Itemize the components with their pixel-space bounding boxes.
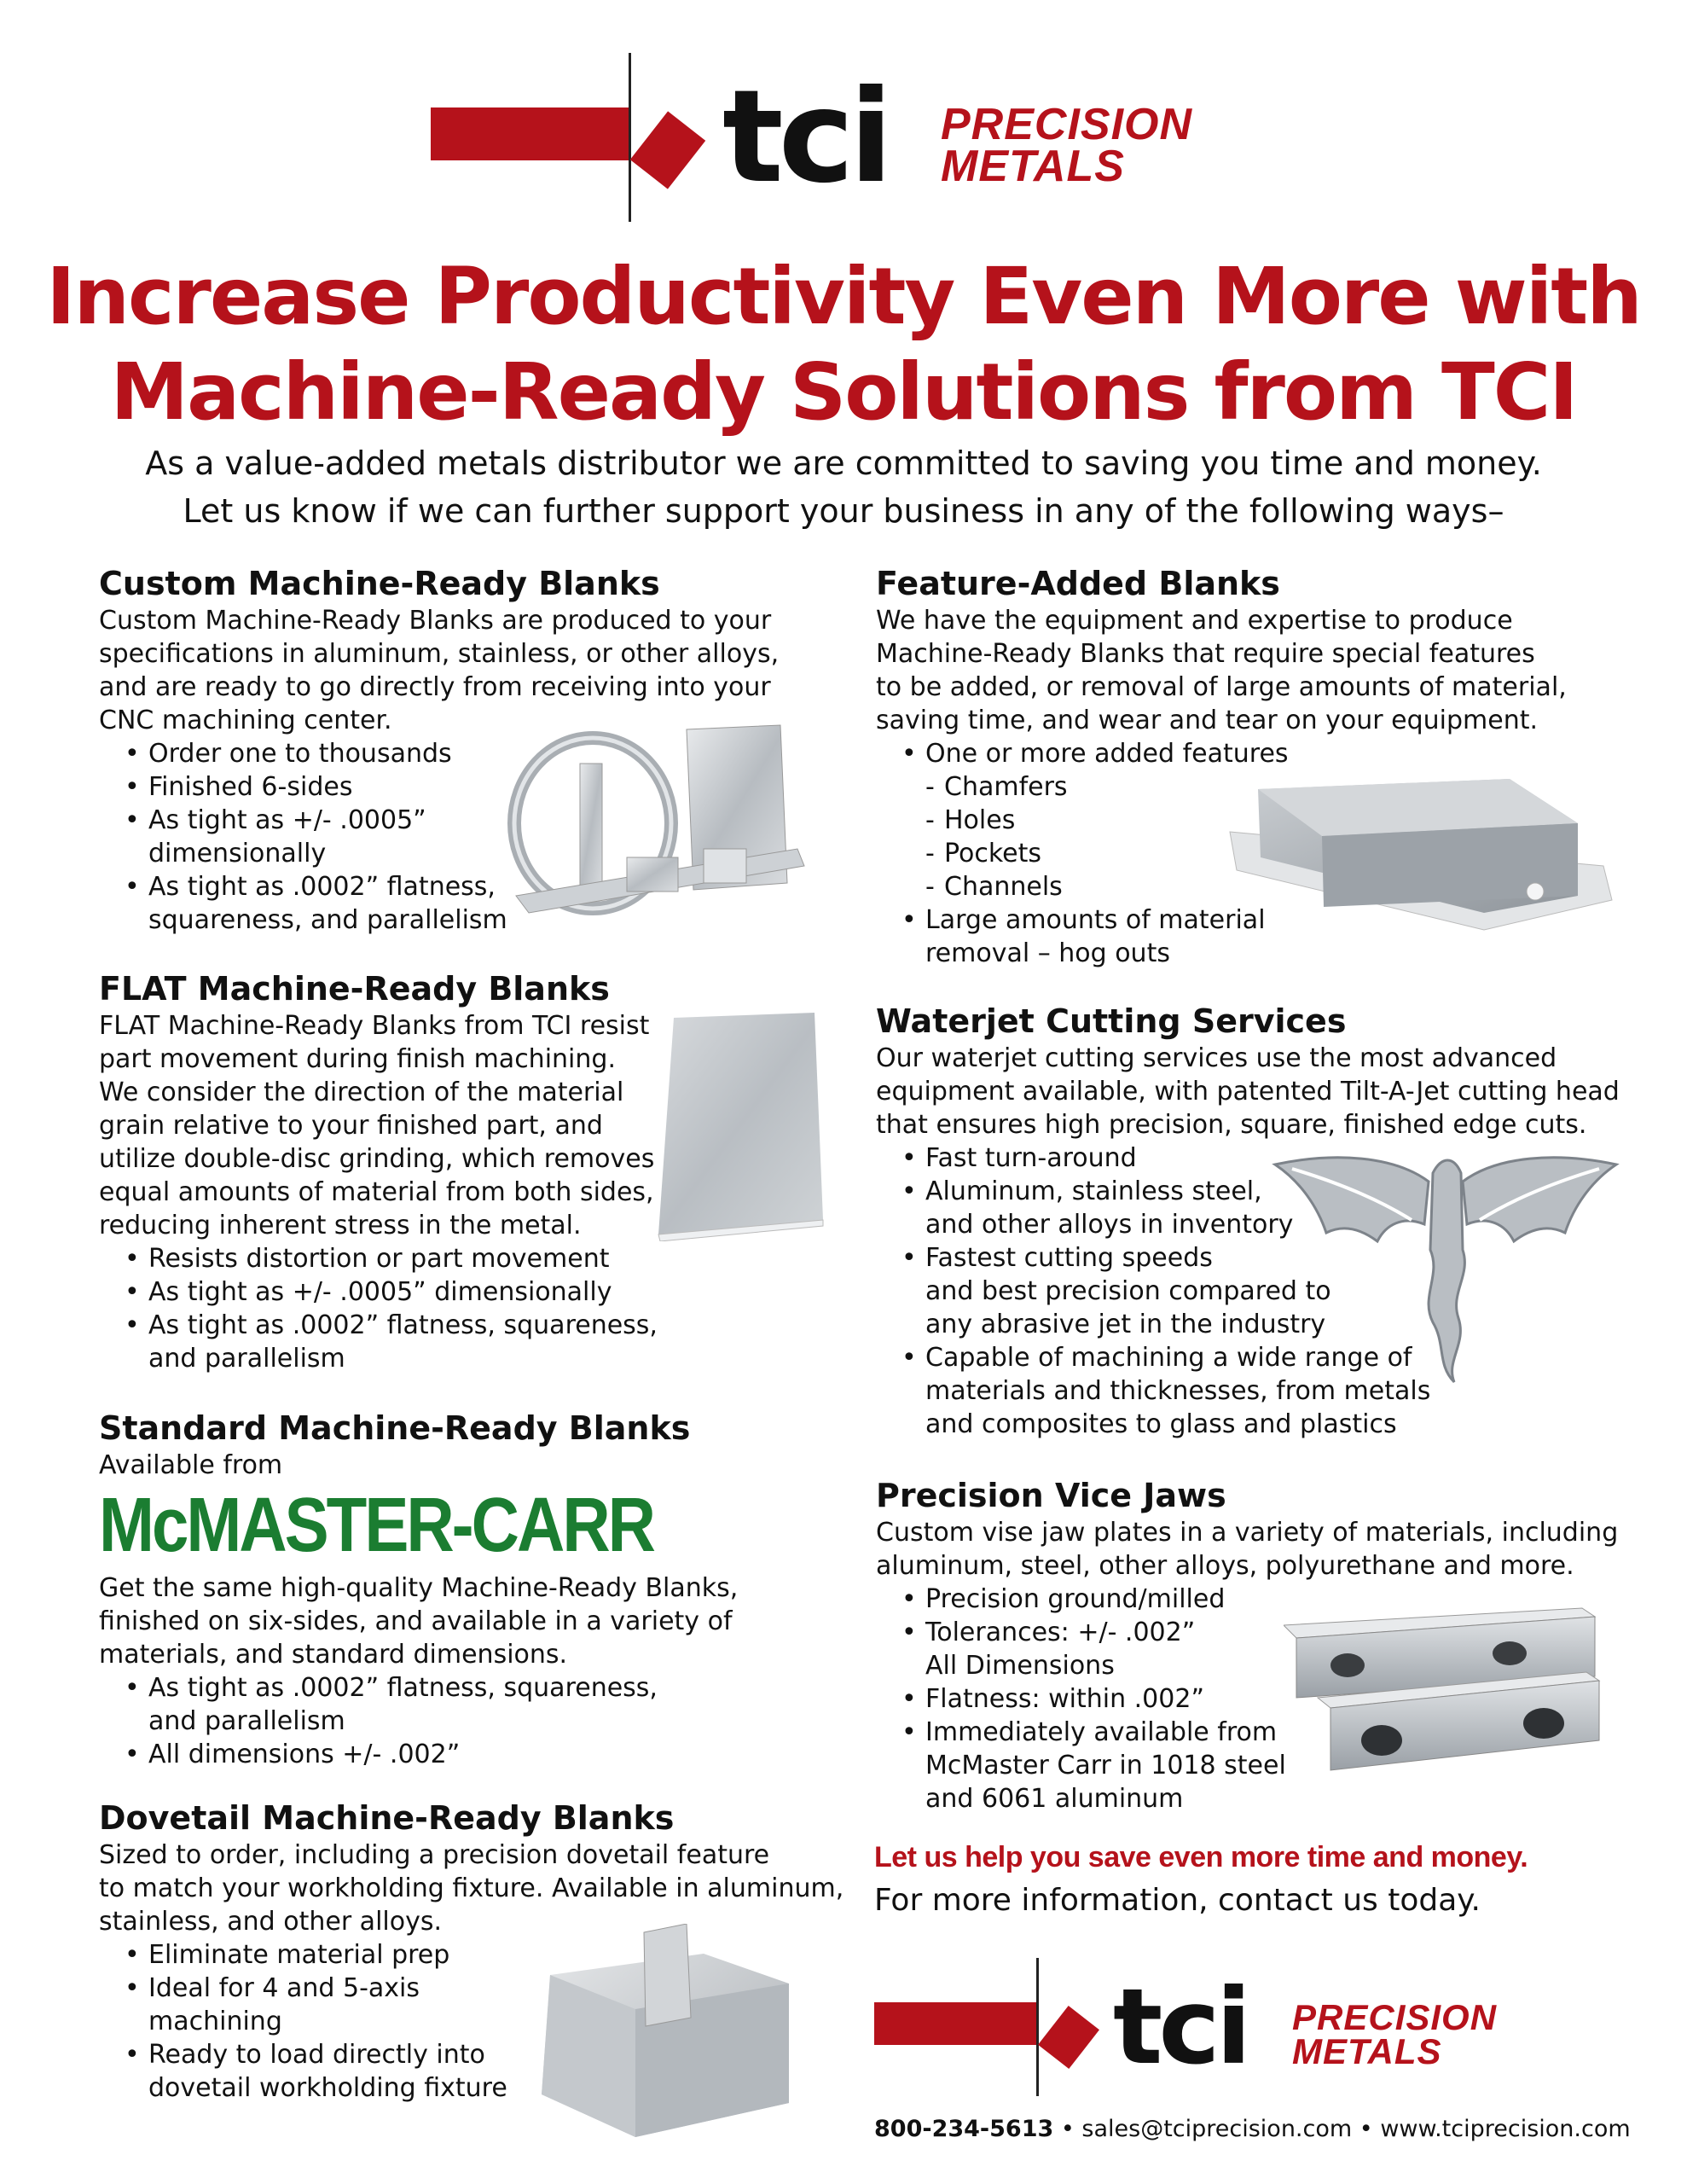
sub-bullet-text: Chamfers [944, 772, 1068, 802]
section-body-line: to match your workholding fixture. Available in aluminum, [99, 1873, 844, 1903]
section-body-line: and are ready to go directly from receiving into your [99, 672, 771, 702]
bullet-continuation: any abrasive jet in the industry [925, 1310, 1326, 1339]
section-body-line: Custom vise jaw plates in a variety of materials, including [876, 1518, 1619, 1548]
bullet-item: • Capable of machining a wide range of [876, 1341, 1661, 1374]
email-link[interactable]: sales@tciprecision.com [1081, 2116, 1353, 2142]
bullet-item: • As tight as +/- .0005” [99, 804, 867, 837]
section-body-line: materials, and standard dimensions. [99, 1640, 568, 1670]
separator: • [1060, 2116, 1075, 2142]
available-from: Available from [99, 1450, 283, 1480]
section-title: Precision Vice Jaws [876, 1477, 1226, 1514]
bullet-continuation: McMaster Carr in 1018 steel [925, 1751, 1286, 1780]
phone-number[interactable]: 800-234-5613 [874, 2116, 1054, 2142]
section-standard-blanks [99, 1408, 867, 1482]
section-body-line: FLAT Machine-Ready Blanks from TCI resist [99, 1011, 650, 1041]
bullet-item: • Ready to load directly into [99, 2038, 867, 2071]
bullet-item: • Ideal for 4 and 5-axis [99, 1972, 867, 2005]
section-title: Feature-Added Blanks [876, 565, 1280, 602]
bullet-item: • Aluminum, stainless steel, [876, 1175, 1661, 1208]
logo-tagline [941, 100, 1193, 192]
section-body-line: Our waterjet cutting services use the most advanced [876, 1043, 1557, 1073]
sub-bullet-text: Channels [944, 872, 1063, 902]
bullet-list [99, 1242, 867, 1375]
cta-subtext: For more information, contact us today. [874, 1883, 1481, 1918]
bullet-item: • Precision ground/milled [876, 1583, 1661, 1616]
logo-divider [629, 53, 631, 222]
sub-bullet-text: Pockets [944, 839, 1042, 868]
bullet-item: • As tight as .0002” flatness, squareness, [99, 1309, 867, 1342]
bullet-continuation: and parallelism [148, 1706, 345, 1736]
headline [0, 249, 1687, 440]
section-body-line: We have the equipment and expertise to produce [876, 606, 1513, 636]
bullet-item: • Fast turn-around [876, 1141, 1661, 1175]
bullet-continuation: squareness, and parallelism [148, 905, 507, 935]
bullet-list [99, 1671, 867, 1771]
logo-tagline-line1: PRECISION [1292, 1997, 1498, 2037]
bullet-continuation: materials and thicknesses, from metals [925, 1376, 1431, 1406]
bullet-item: • Fastest cutting speeds [876, 1241, 1661, 1275]
intro-line1: As a value-added metals distributor we are committed to saving you time and money. [145, 444, 1542, 482]
bullet-item: • One or more added features [876, 737, 1644, 770]
flat-blank-photo [648, 1011, 827, 1241]
bullet-item: • As tight as .0002” flatness, squareness, [99, 1671, 867, 1705]
cta-headline: Let us help you save even more time and money. [874, 1841, 1528, 1873]
logo-tci-text: tci [722, 63, 889, 212]
section-body-line: Custom Machine-Ready Blanks are produced to your [99, 606, 772, 636]
section-body-line: reducing inherent stress in the metal. [99, 1211, 582, 1240]
section-title: FLAT Machine-Ready Blanks [99, 970, 610, 1008]
website-link[interactable]: www.tciprecision.com [1380, 2116, 1631, 2142]
bullet-item: • All dimensions +/- .002” [99, 1738, 867, 1771]
bullet-continuation: dimensionally [148, 839, 327, 868]
logo-tagline [1292, 1997, 1498, 2071]
logo-tagline-line2: METALS [1292, 2030, 1442, 2071]
bullet-continuation: and best precision compared to [925, 1276, 1331, 1306]
custom-blanks-photo [499, 721, 806, 917]
section-body-line: specifications in aluminum, stainless, or other alloys, [99, 639, 780, 669]
section-body-line: Machine-Ready Blanks that require special features [876, 639, 1535, 669]
waterjet-dragon-photo [1267, 1147, 1625, 1386]
bullet-item: • Tolerances: +/- .002” [876, 1616, 1661, 1649]
bullet-item: • Immediately available from [876, 1716, 1661, 1749]
section-title: Waterjet Cutting Services [876, 1002, 1347, 1040]
vice-jaws-photo [1284, 1604, 1608, 1774]
section-body-line: grain relative to your finished part, and [99, 1111, 603, 1141]
section-title: Dovetail Machine-Ready Blanks [99, 1799, 675, 1837]
logo-divider [1036, 1958, 1039, 2096]
section-body-line: stainless, and other alloys. [99, 1907, 443, 1937]
logo-diamond [630, 111, 705, 189]
section-title: Standard Machine-Ready Blanks [99, 1409, 691, 1447]
bullet-continuation: and composites to glass and plastics [925, 1409, 1397, 1439]
bullet-item: • As tight as +/- .0005” dimensionally [99, 1275, 867, 1309]
bullet-continuation: dovetail workholding fixture [148, 2073, 507, 2103]
bullet-continuation: All Dimensions [925, 1651, 1115, 1681]
section-body-line: that ensures high precision, square, finished edge cuts. [876, 1110, 1587, 1140]
section-body-line: aluminum, steel, other alloys, polyurethane and more. [876, 1551, 1574, 1581]
headline-line1: Increase Productivity Even More with [46, 251, 1641, 342]
header-logo [431, 53, 1249, 224]
logo-diamond [1038, 2006, 1099, 2069]
bullet-continuation: and parallelism [148, 1344, 345, 1374]
section-body-line: saving time, and wear and tear on your equipment. [876, 706, 1539, 735]
mcmaster-carr-logo: McMASTER-CARR [99, 1481, 653, 1568]
bullet-item: • Large amounts of material [876, 903, 1644, 937]
dovetail-blank-photo [533, 1924, 806, 2146]
bullet-continuation: removal – hog outs [925, 938, 1170, 968]
logo-red-bar [431, 107, 629, 160]
logo-red-bar [874, 2002, 1036, 2045]
section-body-line: equal amounts of material from both sides, [99, 1177, 654, 1207]
section-standard-details [99, 1571, 867, 1771]
logo-tci-text: tci [1113, 1966, 1248, 2088]
section-body-line: CNC machining center. [99, 706, 392, 735]
logo-tagline-line2: METALS [941, 142, 1125, 192]
separator: • [1359, 2116, 1373, 2142]
headline-line2: Machine-Ready Solutions from TCI [110, 346, 1577, 438]
feature-blank-photo [1228, 772, 1620, 934]
bullet-item: • Flatness: within .002” [876, 1682, 1661, 1716]
footer-logo [874, 1958, 1539, 2099]
bullet-item: • As tight as .0002” flatness, [99, 870, 867, 903]
section-body-line: finished on six-sides, and available in a variety of [99, 1606, 733, 1636]
section-body-line: Sized to order, including a precision dovetail feature [99, 1840, 770, 1870]
bullet-continuation: and 6061 aluminum [925, 1784, 1184, 1814]
logo-tagline-line1: PRECISION [941, 100, 1193, 149]
contact-line [874, 2116, 1631, 2142]
section-body-line: utilize double-disc grinding, which removes [99, 1144, 655, 1174]
bullet-item: • Resists distortion or part movement [99, 1242, 867, 1275]
section-body-line: equipment available, with patented Tilt-A-Jet cutting head [876, 1077, 1620, 1107]
bullet-item: • Finished 6-sides [99, 770, 867, 804]
bullet-continuation: and other alloys in inventory [925, 1210, 1294, 1240]
intro-text [0, 439, 1687, 535]
section-body-line: to be added, or removal of large amounts of material, [876, 672, 1567, 702]
bullet-item: • Order one to thousands [99, 737, 867, 770]
sub-bullet-text: Holes [944, 805, 1016, 835]
bullet-continuation: machining [148, 2007, 282, 2036]
section-title: Custom Machine-Ready Blanks [99, 565, 660, 602]
intro-line2: Let us know if we can further support your business in any of the following ways– [183, 492, 1504, 530]
section-body-line: We consider the direction of the material [99, 1077, 624, 1107]
bullet-item: • Eliminate material prep [99, 1938, 867, 1972]
section-body-line: Get the same high-quality Machine-Ready Blanks, [99, 1573, 739, 1603]
section-body-line: part movement during finish machining. [99, 1044, 616, 1074]
